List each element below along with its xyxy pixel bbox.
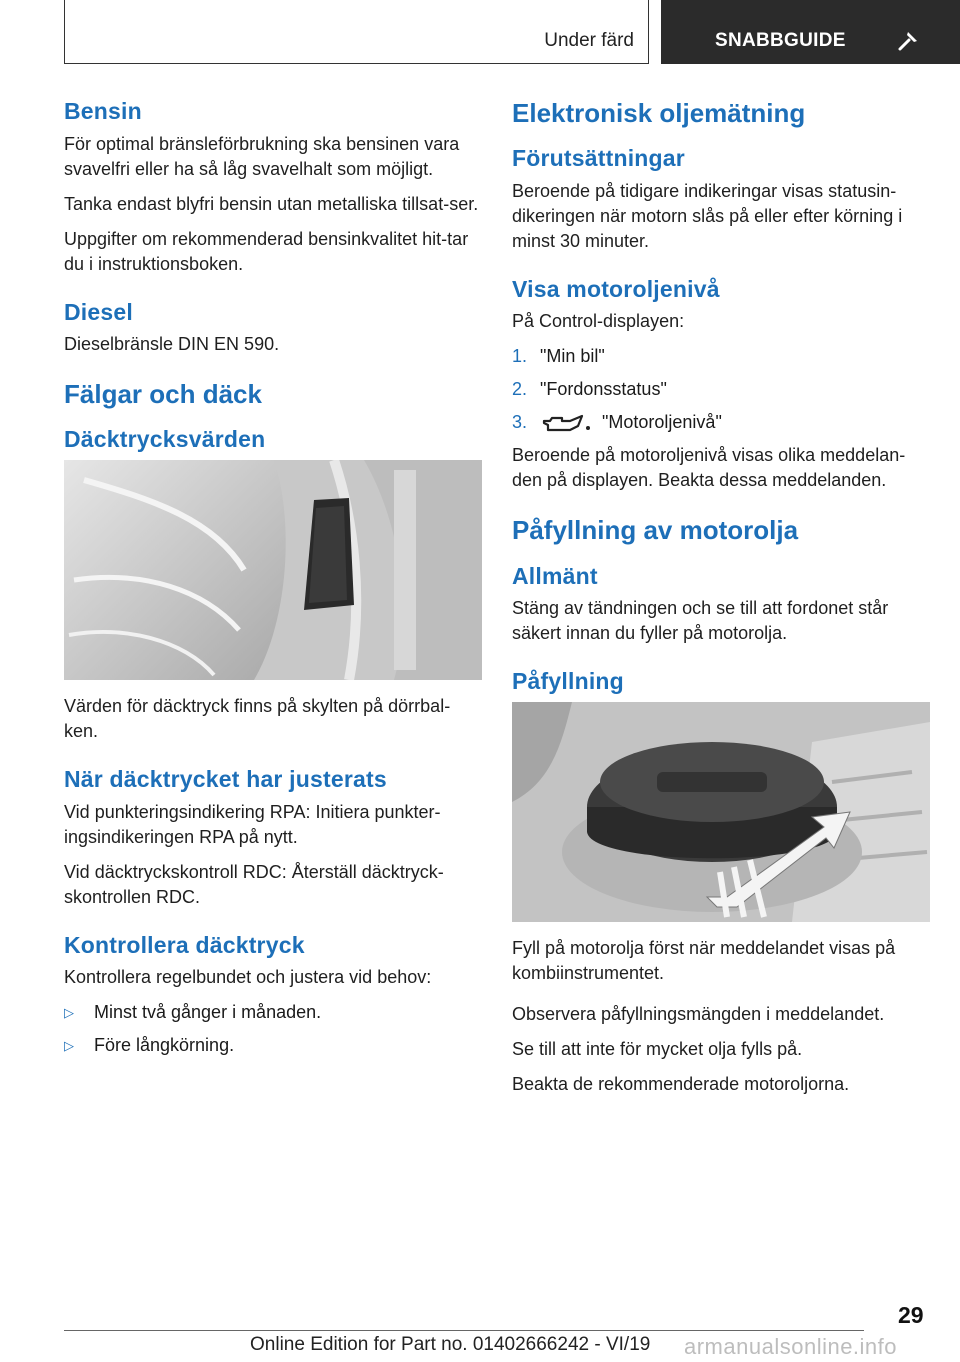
step-number: 2. xyxy=(512,379,528,400)
list-item xyxy=(64,1033,482,1058)
left-column xyxy=(64,98,482,1066)
step-text: "Min bil" xyxy=(540,346,605,367)
wrench-icon xyxy=(897,28,921,52)
bensin-paragraph-3: Uppgifter om rekommenderad bensinkvalitet hit-tar du i instruktionsboken. xyxy=(64,228,469,274)
header-section-label: Under färd xyxy=(544,30,634,51)
list-item-text: Minst två gånger i månaden. xyxy=(94,1002,322,1023)
pafyllning-paragraph-4: Beakta de rekommenderade motoroljorna. xyxy=(512,1073,850,1094)
pafyllning-paragraph-3: Se till att inte för mycket olja fylls på. xyxy=(512,1038,803,1059)
elektronisk-heading: Elektronisk oljemätning xyxy=(512,98,806,128)
oil-filler-cap-image xyxy=(512,702,930,922)
step-number: 1. xyxy=(512,346,528,367)
diesel-paragraph: Dieselbränsle DIN EN 590. xyxy=(64,334,280,355)
kontrollera-heading: Kontrollera däcktryck xyxy=(64,931,305,958)
list-item xyxy=(512,344,930,369)
list-item xyxy=(512,410,930,435)
allmant-paragraph: Stäng av tändningen och se till att fordonet står säkert innan du fyller på motorolja. xyxy=(512,598,889,644)
triangle-bullet-icon: ▷ xyxy=(64,1038,74,1054)
justerats-paragraph-2: Vid däcktryckskontroll RDC: Återställ däcktryck-skontrollen RDC. xyxy=(64,861,444,907)
justerats-heading: När däcktrycket har justerats xyxy=(64,765,387,792)
visa-heading: Visa motoroljenivå xyxy=(512,275,720,302)
list-item xyxy=(512,377,930,402)
oil-can-icon xyxy=(540,412,592,434)
triangle-bullet-icon: ▷ xyxy=(64,1005,74,1021)
watermark: armanualsonline.info xyxy=(684,1334,898,1359)
allmant-heading: Allmänt xyxy=(512,562,598,589)
header-section-box xyxy=(64,0,649,64)
bensin-paragraph-2: Tanka endast blyfri bensin utan metalliska tillsat-ser. xyxy=(64,193,479,214)
visa-paragraph-2: Beroende på motoroljenivå visas olika meddelan-den på displayen. Beakta dessa meddelanden. xyxy=(512,445,906,491)
dacktryck-paragraph: Värden för däcktryck finns på skylten på dörrbal-ken. xyxy=(64,695,451,741)
pafyllning-paragraph-2: Observera påfyllningsmängden i meddelandet. xyxy=(512,1003,885,1024)
falgar-heading: Fälgar och däck xyxy=(64,379,262,410)
diesel-heading: Diesel xyxy=(64,298,133,325)
footer-divider xyxy=(64,1330,864,1331)
visa-paragraph-1: På Control-displayen: xyxy=(512,311,685,332)
step-text: "Fordonsstatus" xyxy=(540,379,667,400)
justerats-paragraph-1: Vid punkteringsindikering RPA: Initiera punkter-ingsindikeringen RPA på nytt. xyxy=(64,801,441,847)
right-column xyxy=(512,98,930,1107)
pafyllning-heading: Påfyllning xyxy=(512,668,624,695)
kontrollera-paragraph: Kontrollera regelbundet och justera vid behov: xyxy=(64,967,432,988)
forutsattningar-heading: Förutsättningar xyxy=(512,145,685,172)
pafyllning-paragraph-1: Fyll på motorolja först när meddelandet visas på kombiinstrumentet. xyxy=(512,937,896,983)
bensin-heading: Bensin xyxy=(64,98,142,124)
pafyllning-av-heading: Påfyllning av motorolja xyxy=(512,515,799,546)
header-guide-box xyxy=(661,0,960,64)
step-number: 3. xyxy=(512,412,528,433)
list-item xyxy=(64,1000,482,1025)
list-item-text: Före långkörning. xyxy=(94,1035,235,1056)
step-text: "Motoroljenivå" xyxy=(602,412,722,433)
forutsattningar-paragraph: Beroende på tidigare indikeringar visas statusin-dikeringen när motorn slås på eller efter körning i minst 30 minuter. xyxy=(512,180,903,251)
door-pillar-tire-label-image xyxy=(64,460,482,680)
dacktryck-heading: Däcktrycksvärden xyxy=(64,426,266,453)
header-guide-label: SNABBGUIDE xyxy=(715,30,846,51)
page-number: 29 xyxy=(898,1302,924,1328)
bensin-paragraph-1: För optimal bränsleförbrukning ska bensinen vara svavelfri eller ha så låg svavelhalt som möjligt. xyxy=(64,133,460,179)
footer-edition: Online Edition for Part no. 01402666242 - VI/19 xyxy=(250,1334,651,1355)
